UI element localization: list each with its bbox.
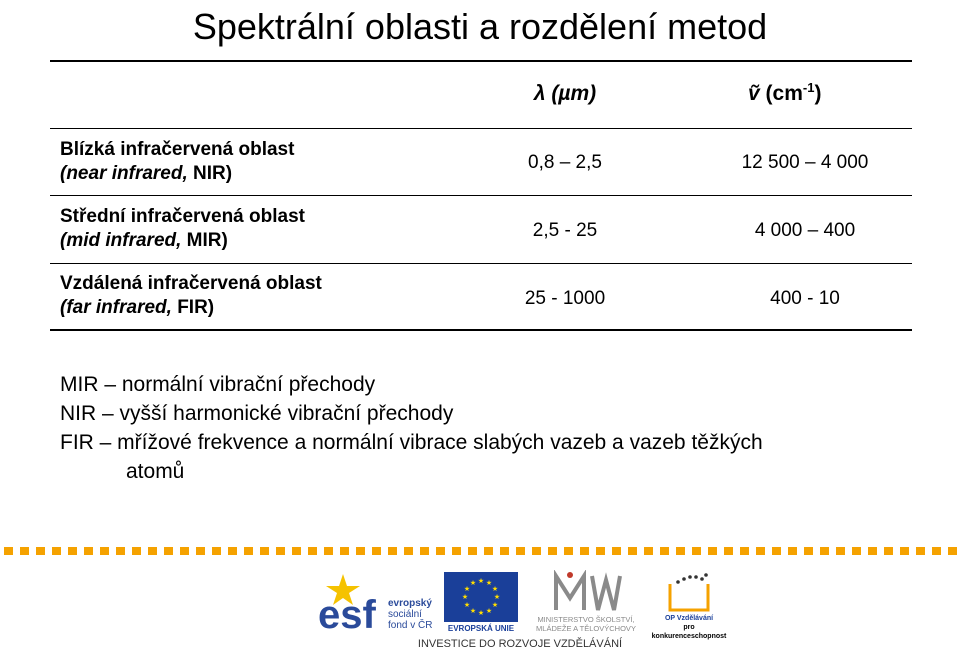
- svg-text:★: ★: [469, 579, 477, 587]
- msmt-mark-icon: [524, 570, 648, 614]
- footer-tagline: INVESTICE DO ROZVOJE VZDĚLÁVÁNÍ: [417, 638, 623, 650]
- row-name-mir: [60, 205, 305, 253]
- header-lambda: [520, 82, 610, 106]
- row-name-line: Vzdálená infračervená oblast: [60, 273, 322, 294]
- table-rule: [50, 263, 912, 264]
- msmt-logo: [524, 570, 648, 636]
- page-title: Spektrální oblasti a rozdělení metod: [192, 6, 768, 47]
- header-wavenumber: [748, 82, 868, 106]
- cell-lambda: 0,8 – 2,5: [528, 152, 602, 173]
- table-rule: [50, 128, 912, 129]
- row-name-fir: [60, 272, 322, 320]
- svg-text:★: ★: [491, 601, 499, 609]
- eu-flag-icon: [444, 572, 518, 622]
- wavenumber-unit-pre: (cm: [765, 82, 803, 105]
- op-text: pro konkurenceschopnost: [651, 624, 727, 640]
- esf-logo: [318, 572, 448, 634]
- cell-wavenumber: 12 500 – 4 000: [741, 152, 869, 173]
- note-line: FIR – mřížové frekvence a normální vibrace slabých vazeb a vazeb těžkých: [60, 431, 763, 454]
- op-mark-icon: [648, 572, 730, 612]
- header-lambda-text: λ (µm): [533, 82, 597, 105]
- wavenumber-sup: -1: [802, 80, 815, 95]
- esf-text: sociální: [388, 609, 422, 620]
- wavenumber-symbol: ṽ: [748, 82, 760, 105]
- row-name-abbr: FIR): [171, 297, 215, 318]
- notes-block: [60, 370, 763, 486]
- cell-wavenumber: 4 000 – 400: [754, 220, 856, 241]
- orange-dashed-divider: [0, 546, 960, 556]
- svg-text:★: ★: [463, 601, 471, 609]
- eu-logo: [444, 572, 518, 634]
- cell-wavenumber: 400 - 10: [770, 288, 840, 309]
- row-name-italic: (mid infrared,: [60, 230, 182, 251]
- svg-text:★: ★: [485, 579, 493, 587]
- note-line: NIR – vyšší harmonické vibrační přechody: [60, 402, 454, 425]
- row-name-italic: (far infrared,: [60, 297, 172, 318]
- table-top-rule: [50, 60, 912, 62]
- svg-text:★: ★: [477, 577, 485, 585]
- row-name-line: Střední infračervená oblast: [60, 206, 305, 227]
- svg-text:esf: esf: [318, 593, 376, 634]
- svg-text:★: ★: [491, 585, 499, 593]
- esf-text: evropský: [388, 598, 432, 609]
- row-name-italic: (near infrared,: [60, 163, 188, 184]
- svg-text:★: ★: [493, 593, 501, 601]
- cell-lambda: 25 - 1000: [524, 288, 606, 309]
- row-name-abbr: NIR): [187, 163, 233, 184]
- note-line: MIR – normální vibrační přechody: [60, 373, 376, 396]
- table-rule: [50, 195, 912, 196]
- row-name-nir: [60, 138, 294, 186]
- wavenumber-unit-post: ): [814, 82, 822, 105]
- row-name-abbr: MIR): [181, 230, 228, 251]
- svg-text:★: ★: [461, 593, 469, 601]
- cell-lambda: 2,5 - 25: [532, 220, 598, 241]
- esf-text: fond v ČR: [388, 620, 433, 631]
- msmt-text: MINISTERSTVO ŠKOLSTVÍ,: [537, 615, 635, 624]
- note-line-continuation: atomů: [126, 460, 185, 483]
- table-bottom-rule: [50, 329, 912, 331]
- row-name-line: Blízká infračervená oblast: [60, 139, 295, 160]
- msmt-text: MLÁDEŽE A TĚLOVÝCHOVY: [536, 624, 636, 633]
- svg-text:★: ★: [477, 609, 485, 617]
- svg-text:★: ★: [485, 607, 493, 615]
- op-text: OP Vzdělávání: [664, 615, 714, 622]
- svg-text:★: ★: [469, 607, 477, 615]
- svg-text:★: ★: [463, 585, 471, 593]
- op-logo: [648, 572, 730, 640]
- eu-label: EVROPSKÁ UNIE: [447, 624, 515, 633]
